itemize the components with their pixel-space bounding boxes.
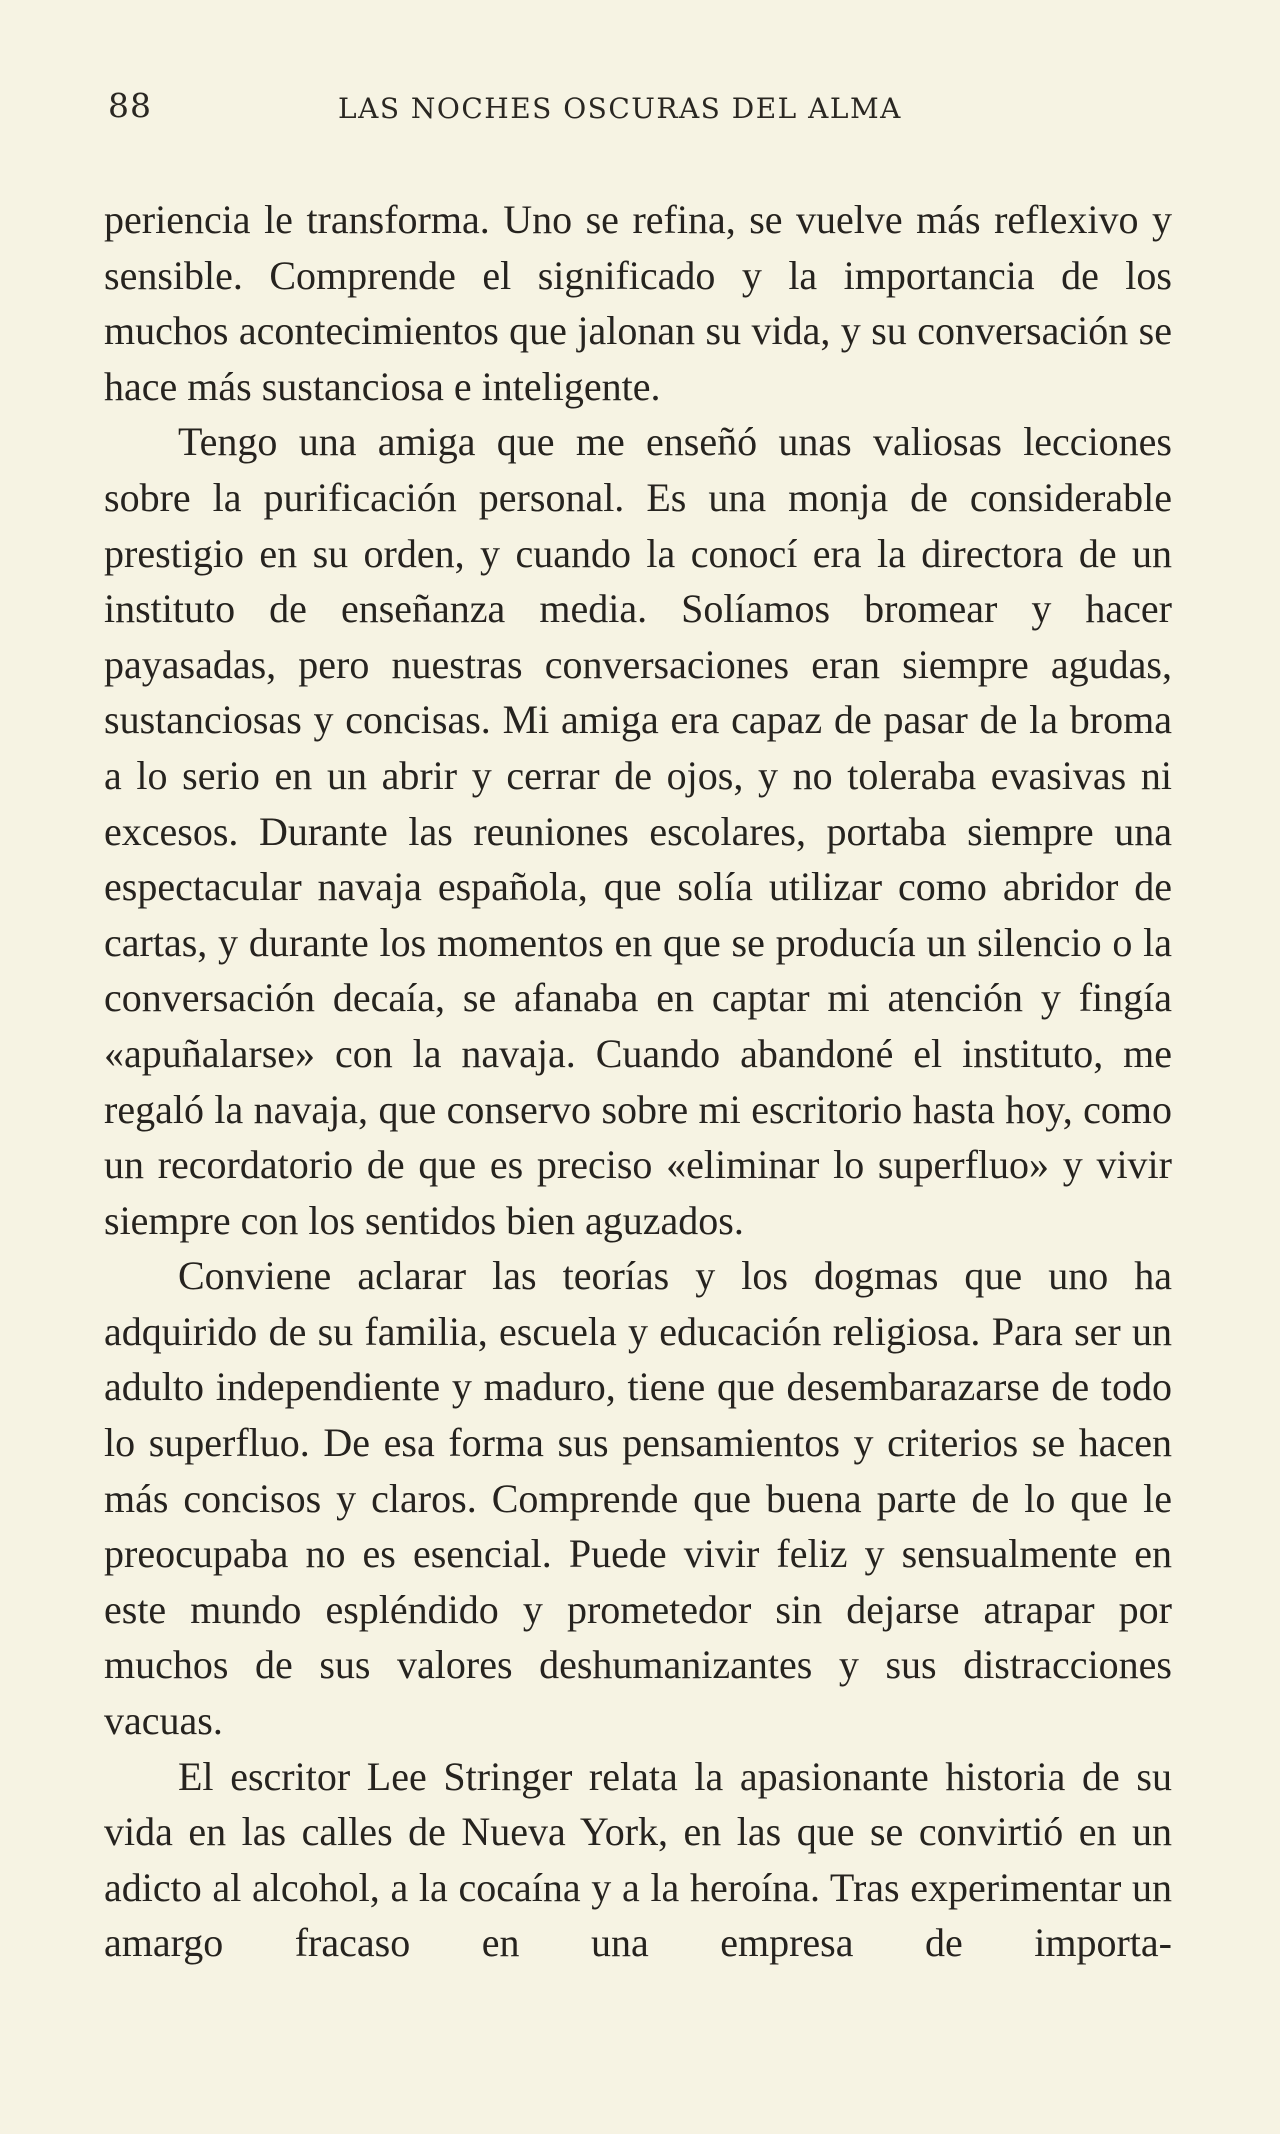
body-text <box>104 192 1172 1971</box>
paragraph-lee-stringer: El escritor Lee Stringer relata la apasionante historia de su vida en las calles de Nueva York, en las que se convirtió en un adicto al alcohol, a la cocaína y a la heroína. Tras experimentar un amargo fracaso en una empresa de importa- <box>104 1753 1172 1966</box>
paragraph-continued: periencia le transforma. Uno se refina, se vuelve más reflexivo y sensible. Comprende el significado y la importancia de los muchos acontecimientos que jalonan su vida, y su conversación se hace más sustanciosa e inteligente. <box>104 197 1172 409</box>
book-title: LAS NOCHES OSCURAS DEL ALMA <box>338 92 902 125</box>
paragraph-dogmas: Conviene aclarar las teorías y los dogmas que uno ha adquirido de su familia, escuela y educación religiosa. Para ser un adulto independiente y maduro, tiene que desembarazarse de todo lo superfluo. De esa forma sus pensamientos y criterios se hacen más concisos y claros. Comprende que buena parte de lo que le preocupaba no es esencial. Puede vivir feliz y sensualmente en este mundo espléndido y prometedor sin dejarse atrapar por muchos de sus valores deshumanizantes y sus distracciones vacuas. <box>104 1253 1172 1744</box>
page-number: 88 <box>108 86 152 125</box>
paragraph-nun-friend: Tengo una amiga que me enseñó unas valiosas lecciones sobre la purificación personal. Es una monja de considerable prestigio en su orden, y cuando la conocí era la directora de un instituto de enseñanza media. Solíamos bromear y hacer payasadas, pero nuestras conversaciones eran siempre agudas, sustanciosas y concisas. Mi amiga era capaz de pasar de la broma a lo serio en un abrir y cerrar de ojos, y no toleraba evasivas ni excesos. Durante las reuniones escolares, portaba siempre una espectacular navaja española, que solía utilizar como abridor de cartas, y durante los momentos en que se producía un silencio o la conversación decaía, se afanaba en captar mi atención y fingía «apuñalarse» con la navaja. Cuando abandoné el instituto, me regaló la navaja, que conservo sobre mi escritorio hasta hoy, como un recordatorio de que es preciso «eliminar lo superfluo» y vivir siempre con los sentidos bien aguzados. <box>104 419 1172 1243</box>
running-head <box>108 86 1168 146</box>
